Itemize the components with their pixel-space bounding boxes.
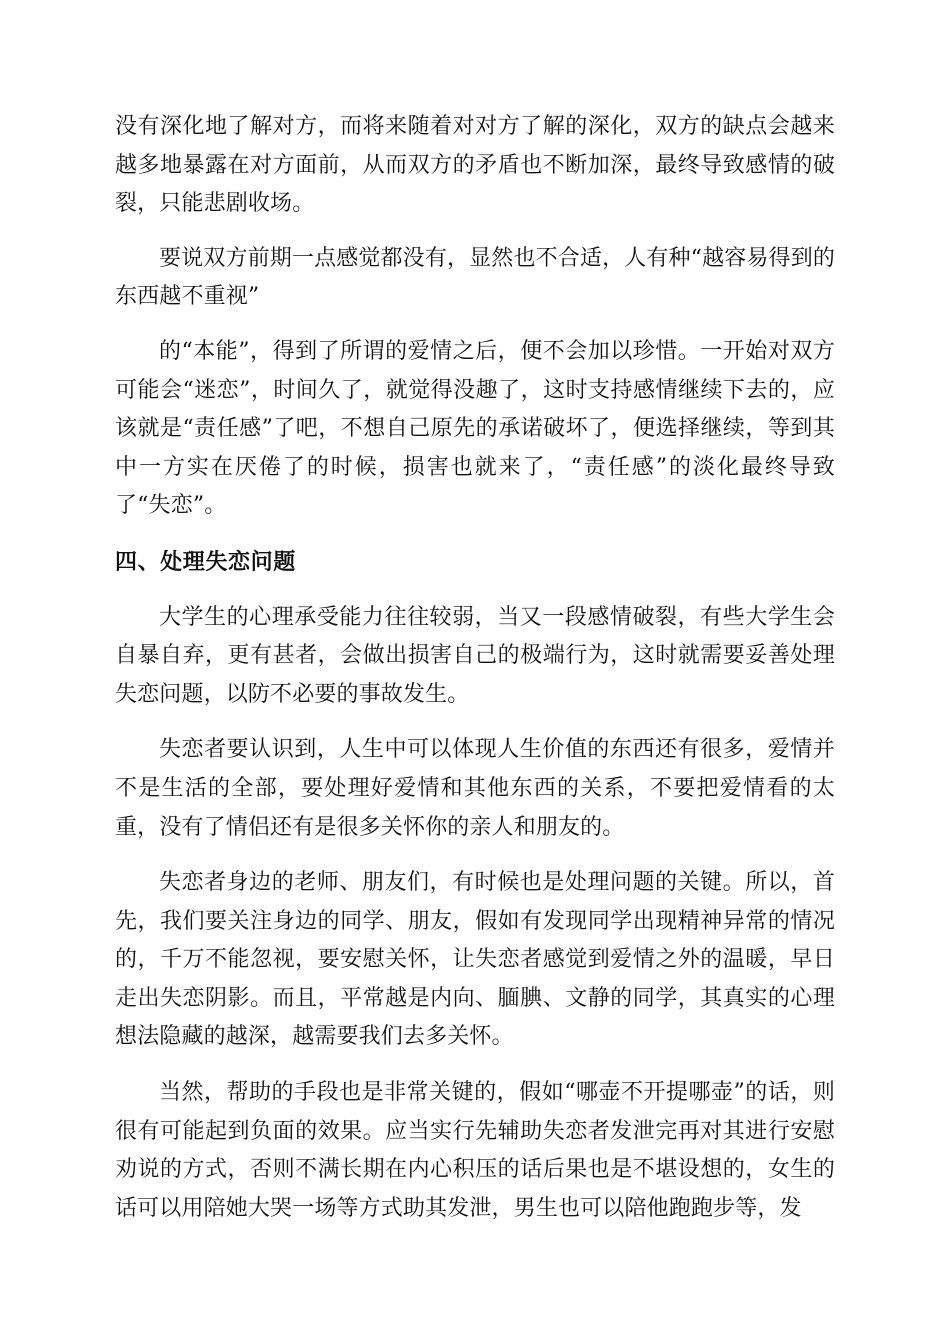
paragraph-psychological-capacity: 大学生的心理承受能力往往较弱，当又一段感情破裂，有些大学生会自暴自弃，更有甚者，会做出损害自己的极端行为，这时就需要妥善处理失恋问题，以防不必要的事故发生。 bbox=[115, 604, 835, 707]
paragraph-friends-teachers: 失恋者身边的老师、朋友们，有时候也是处理问题的关键。所以，首先，我们要关注身边的同学、朋友，假如有发现同学出现精神异常的情况的，千万不能忽视，要安慰关怀，让失恋者感觉到爱情之外的温暖，早日走出失恋阴影。而且，平常越是内向、腼腆、文静的同学，其真实的心理想法隐藏的越深，越需要我们去多关怀。 bbox=[115, 870, 835, 1050]
paragraph-responsibility: 的“本能”，得到了所谓的爱情之后，便不会加以珍惜。一开始对双方可能会“迷恋”，时间久了，就觉得没趣了，这时支持感情继续下去的，应该就是“责任感”了吧，不想自己原先的承诺破坏了，便选择继续，等到其中一方实在厌倦了的时候，损害也就来了，“责任感”的淡化最终导致了“失恋”。 bbox=[115, 338, 835, 519]
document-body bbox=[115, 108, 835, 1228]
paragraph-instinct-intro: 要说双方前期一点感觉都没有，显然也不合适，人有种“越容易得到的东西越不重视” bbox=[115, 245, 835, 310]
paragraph-helping-methods: 当然，帮助的手段也是非常关键的，假如“哪壶不开提哪壶”的话，则很有可能起到负面的效果。应当实行先辅助失恋者发泄完再对其进行安慰劝说的方式，否则不满长期在内心积压的话后果也是不堪设想的，女生的话可以用陪她大哭一场等方式助其发泄，男生也可以陪他跑跑步等，发 bbox=[115, 1080, 835, 1221]
paragraph-life-value: 失恋者要认识到，人生中可以体现人生价值的东西还有很多，爱情并不是生活的全部，要处理好爱情和其他东西的关系，不要把爱情看的太重，没有了情侣还有是很多关怀你的亲人和朋友的。 bbox=[115, 737, 835, 840]
paragraph-continuation: 没有深化地了解对方，而将来随着对对方了解的深化，双方的缺点会越来越多地暴露在对方面前，从而双方的矛盾也不断加深，最终导致感情的破裂，只能悲剧收场。 bbox=[115, 114, 835, 217]
section-heading: 四、处理失恋问题 bbox=[115, 549, 296, 575]
